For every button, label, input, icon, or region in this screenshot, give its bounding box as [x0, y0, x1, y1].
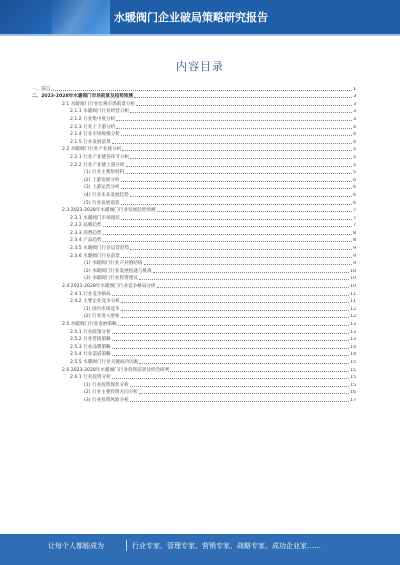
toc-leader-dots: [157, 287, 350, 288]
toc-entry[interactable]: [32, 84, 356, 92]
toc-entry-page: 6: [353, 177, 356, 183]
toc-entry[interactable]: [32, 175, 356, 183]
table-of-contents: [32, 84, 356, 403]
toc-entry[interactable]: [32, 114, 356, 122]
toc-leader-dots: [130, 196, 352, 197]
toc-entry[interactable]: [32, 327, 356, 335]
toc-entry-label: 一、前言: [32, 86, 51, 92]
toc-entry-page: 15: [350, 367, 356, 373]
toc-entry-page: 5: [353, 162, 356, 168]
toc-entry-page: 10: [350, 268, 356, 274]
toc-entry-label: 2.3.4 产品趋势: [70, 238, 102, 244]
toc-entry-page: 15: [350, 375, 356, 381]
toc-leader-dots: [112, 378, 349, 379]
toc-entry-page: 17: [350, 397, 356, 403]
toc-entry-page: 9: [353, 261, 356, 267]
toc-entry-label: (1) 水暖阀门行业产业链结构: [84, 261, 143, 267]
toc-leader-dots: [116, 120, 352, 121]
toc-entry-page: 13: [350, 337, 356, 343]
toc-entry-page: 14: [350, 344, 356, 350]
toc-entry-label: (2) 行业主要投资方向分析: [84, 390, 138, 396]
toc-entry[interactable]: [32, 107, 356, 115]
toc-leader-dots: [121, 317, 350, 318]
toc-entry-page: 6: [353, 200, 356, 206]
toc-entry[interactable]: [32, 152, 356, 160]
toc-leader-dots: [103, 226, 353, 227]
toc-entry-label: (2) 上游发展分析: [84, 177, 120, 183]
toc-entry[interactable]: [32, 380, 356, 388]
toc-leader-dots: [103, 241, 353, 242]
toc-entry-page: 3: [353, 94, 356, 100]
toc-entry-page: 15: [350, 382, 356, 388]
toc-entry-page: 10: [350, 276, 356, 282]
toc-leader-dots: [112, 295, 349, 296]
toc-entry[interactable]: [32, 357, 356, 365]
toc-entry-page: 7: [353, 208, 356, 214]
toc-leader-dots: [112, 333, 349, 334]
toc-entry[interactable]: [32, 251, 356, 259]
toc-entry-page: 9: [353, 253, 356, 259]
toc-entry[interactable]: [32, 168, 356, 176]
toc-entry[interactable]: [32, 319, 356, 327]
toc-entry-label: 2.6 2023-2028年水暖阀门行业投资前景及机会研判: [62, 367, 170, 373]
toc-entry[interactable]: [32, 342, 356, 350]
toc-entry-label: 2.3.1 水暖阀门市场现状: [70, 215, 120, 221]
toc-leader-dots: [144, 264, 353, 265]
toc-leader-dots: [125, 173, 352, 174]
toc-entry-label: 2.5.3 行业品牌策略: [70, 344, 111, 350]
toc-entry[interactable]: [32, 228, 356, 236]
toc-entry-label: (1) 国内市场竞争: [84, 306, 120, 312]
toc-entry[interactable]: [32, 236, 356, 244]
toc-entry[interactable]: [32, 365, 356, 373]
toc-leader-dots: [134, 97, 352, 98]
toc-entry-page: 8: [353, 238, 356, 244]
toc-entry-page: 5: [353, 154, 356, 160]
toc-entry-page: 12: [350, 306, 356, 312]
toc-entry[interactable]: [32, 274, 356, 282]
toc-entry-label: (4) 行业未来发展趋势: [84, 192, 129, 198]
footer-divider: [126, 540, 127, 551]
toc-entry[interactable]: [32, 281, 356, 289]
toc-entry-label: 2.4.1 行业竞争格局: [70, 291, 111, 297]
toc-entry[interactable]: [32, 137, 356, 145]
toc-entry-label: 2.5.5 水暖阀门行业关键成功因素: [70, 359, 139, 365]
toc-entry[interactable]: [32, 145, 356, 153]
toc-entry-page: 6: [353, 192, 356, 198]
toc-entry-label: (2) 水暖阀门行业发展机遇与挑战: [84, 268, 152, 274]
toc-entry[interactable]: [32, 304, 356, 312]
toc-leader-dots: [130, 401, 349, 402]
toc-entry-label: 2.1.4 行业市场规模分析: [70, 132, 120, 138]
toc-entry-page: 5: [353, 170, 356, 176]
report-title: 水暖阀门企业破局策略研究报告: [114, 11, 268, 24]
toc-entry-label: 2.3.6 水暖阀门行业前景: [70, 253, 120, 259]
toc-entry-page: 5: [353, 147, 356, 153]
toc-entry-page: 4: [353, 124, 356, 130]
toc-entry[interactable]: [32, 388, 356, 396]
toc-entry-label: 2.3.3 消费趋势: [70, 230, 102, 236]
toc-entry-label: 2.4 2023-2028年水暖阀门行业竞争格局分析: [62, 284, 156, 290]
toc-leader-dots: [153, 272, 349, 273]
toc-entry-page: 14: [350, 352, 356, 358]
toc-leader-dots: [139, 279, 349, 280]
toc-entry-label: 2.3 2023-2028年水暖阀门行业发展趋势预测: [62, 208, 156, 214]
toc-leader-dots: [130, 158, 352, 159]
toc-entry-label: 2.1.1 水暖阀门行业经营分析: [70, 109, 130, 115]
toc-leader-dots: [112, 340, 349, 341]
toc-leader-dots: [121, 181, 353, 182]
toc-entry-label: 2.6.1 行业投资分析: [70, 375, 111, 381]
toc-leader-dots: [118, 325, 349, 326]
toc-leader-dots: [122, 150, 352, 151]
toc-entry-label: (2) 行业进入壁垒: [84, 314, 120, 320]
toc-entry[interactable]: [32, 259, 356, 267]
toc-entry[interactable]: [32, 183, 356, 191]
toc-entry[interactable]: [32, 122, 356, 130]
toc-entry-page: 3: [353, 109, 356, 115]
toc-entry[interactable]: [32, 312, 356, 320]
toc-leader-dots: [139, 393, 349, 394]
toc-entry[interactable]: [32, 190, 356, 198]
toc-entry-page: 10: [350, 284, 356, 290]
toc-leader-dots: [121, 204, 353, 205]
toc-entry-page: 11: [350, 299, 356, 305]
toc-entry-page: 13: [350, 322, 356, 327]
toc-leader-dots: [116, 128, 352, 129]
toc-entry[interactable]: [32, 206, 356, 214]
footer-slogan-right: 行业专家、管理专家、营销专家、战略专家、成功企业家……: [132, 542, 321, 550]
toc-entry-page: 7: [353, 215, 356, 221]
toc-entry-label: (5) 行业发展前景: [84, 200, 120, 206]
toc-entry[interactable]: [32, 350, 356, 358]
toc-leader-dots: [103, 234, 353, 235]
toc-heading: 内容目录: [176, 60, 224, 73]
toc-entry-page: 4: [353, 139, 356, 145]
toc-entry-page: 16: [350, 390, 356, 396]
toc-entry[interactable]: [32, 160, 356, 168]
toc-entry[interactable]: [32, 335, 356, 343]
toc-leader-dots: [112, 355, 349, 356]
toc-leader-dots: [130, 249, 352, 250]
toc-entry-label: 2.3.5 水暖阀门行业运营趋势: [70, 246, 130, 252]
toc-entry-label: (3) 上游运营分析: [84, 185, 120, 191]
toc-leader-dots: [130, 386, 349, 387]
toc-entry[interactable]: [32, 99, 356, 107]
toc-leader-dots: [121, 302, 349, 303]
toc-leader-dots: [121, 257, 352, 258]
toc-leader-dots: [136, 105, 352, 106]
toc-leader-dots: [130, 112, 352, 113]
toc-entry-page: 4: [353, 132, 356, 138]
toc-entry-label: 2.1 水暖阀门行业宏观市场前景分析: [62, 101, 136, 107]
toc-entry-label: 2.2 水暖阀门行业产业链分析: [62, 147, 122, 153]
toc-leader-dots: [121, 219, 352, 220]
toc-entry-label: (3) 行业投资风险分析: [84, 397, 129, 403]
toc-entry-page: 11: [350, 291, 356, 297]
header-divider: [0, 34, 400, 36]
toc-entry-label: 2.3.2 品牌趋势: [70, 223, 102, 229]
toc-entry[interactable]: [32, 395, 356, 403]
toc-entry-label: 2.5.1 行业政策分析: [70, 329, 111, 335]
toc-entry-page: 8: [353, 230, 356, 236]
header-band: [0, 0, 400, 34]
toc-entry-label: 2.2.1 行业产业链各环节分析: [70, 154, 130, 160]
toc-entry-label: 2.1.5 行业发展前景: [70, 139, 111, 145]
toc-entry-label: (1) 行业投资现状分析: [84, 382, 129, 388]
toc-entry-label: 2.5.2 行业营销策略: [70, 337, 111, 343]
toc-entry[interactable]: [32, 243, 356, 251]
toc-leader-dots: [121, 188, 353, 189]
toc-entry[interactable]: [32, 266, 356, 274]
toc-leader-dots: [121, 310, 350, 311]
toc-entry-page: 7: [353, 223, 356, 229]
toc-entry-page: 12: [350, 314, 356, 320]
toc-entry[interactable]: [32, 289, 356, 297]
toc-leader-dots: [170, 371, 349, 372]
toc-entry-label: 2.5 水暖阀门行业发展策略: [62, 322, 117, 327]
toc-entry-label: 2.5.4 行业渠道策略: [70, 352, 111, 358]
toc-leader-dots: [139, 363, 349, 364]
toc-leader-dots: [126, 166, 353, 167]
toc-entry[interactable]: [32, 373, 356, 381]
toc-entry[interactable]: [32, 221, 356, 229]
toc-leader-dots: [121, 135, 352, 136]
footer-slogan-left: 让每个人都能成为: [48, 542, 104, 550]
toc-entry-label: 2.4.2 主要企业竞争分析: [70, 299, 120, 305]
toc-entry-page: 9: [353, 246, 356, 252]
toc-entry-page: 13: [350, 329, 356, 335]
toc-entry-page: 1: [353, 86, 356, 92]
toc-entry-page: 15: [350, 359, 356, 365]
toc-entry[interactable]: [32, 213, 356, 221]
toc-entry-page: 3: [353, 116, 356, 122]
toc-entry[interactable]: [32, 92, 356, 100]
toc-leader-dots: [112, 348, 349, 349]
toc-entry-label: 二、2023-2028年水暖阀门市场前景及趋势预测: [32, 94, 133, 100]
toc-entry[interactable]: [32, 130, 356, 138]
toc-entry-label: (1) 行业主要原材料: [84, 170, 125, 176]
toc-leader-dots: [157, 211, 353, 212]
header-decoration: [52, 0, 110, 34]
toc-entry-label: 2.1.2 行业集中度分析: [70, 116, 116, 122]
toc-leader-dots: [51, 90, 352, 91]
toc-entry-label: 2.2.2 行业产业链上游分析: [70, 162, 125, 168]
toc-entry-label: 2.1.3 行业上下游分析: [70, 124, 116, 130]
toc-entry[interactable]: [32, 198, 356, 206]
toc-entry[interactable]: [32, 297, 356, 305]
toc-entry-page: 6: [353, 185, 356, 191]
toc-entry-label: (3) 水暖阀门行业投资建议: [84, 276, 138, 282]
toc-leader-dots: [112, 143, 352, 144]
toc-entry-page: 3: [353, 101, 356, 107]
